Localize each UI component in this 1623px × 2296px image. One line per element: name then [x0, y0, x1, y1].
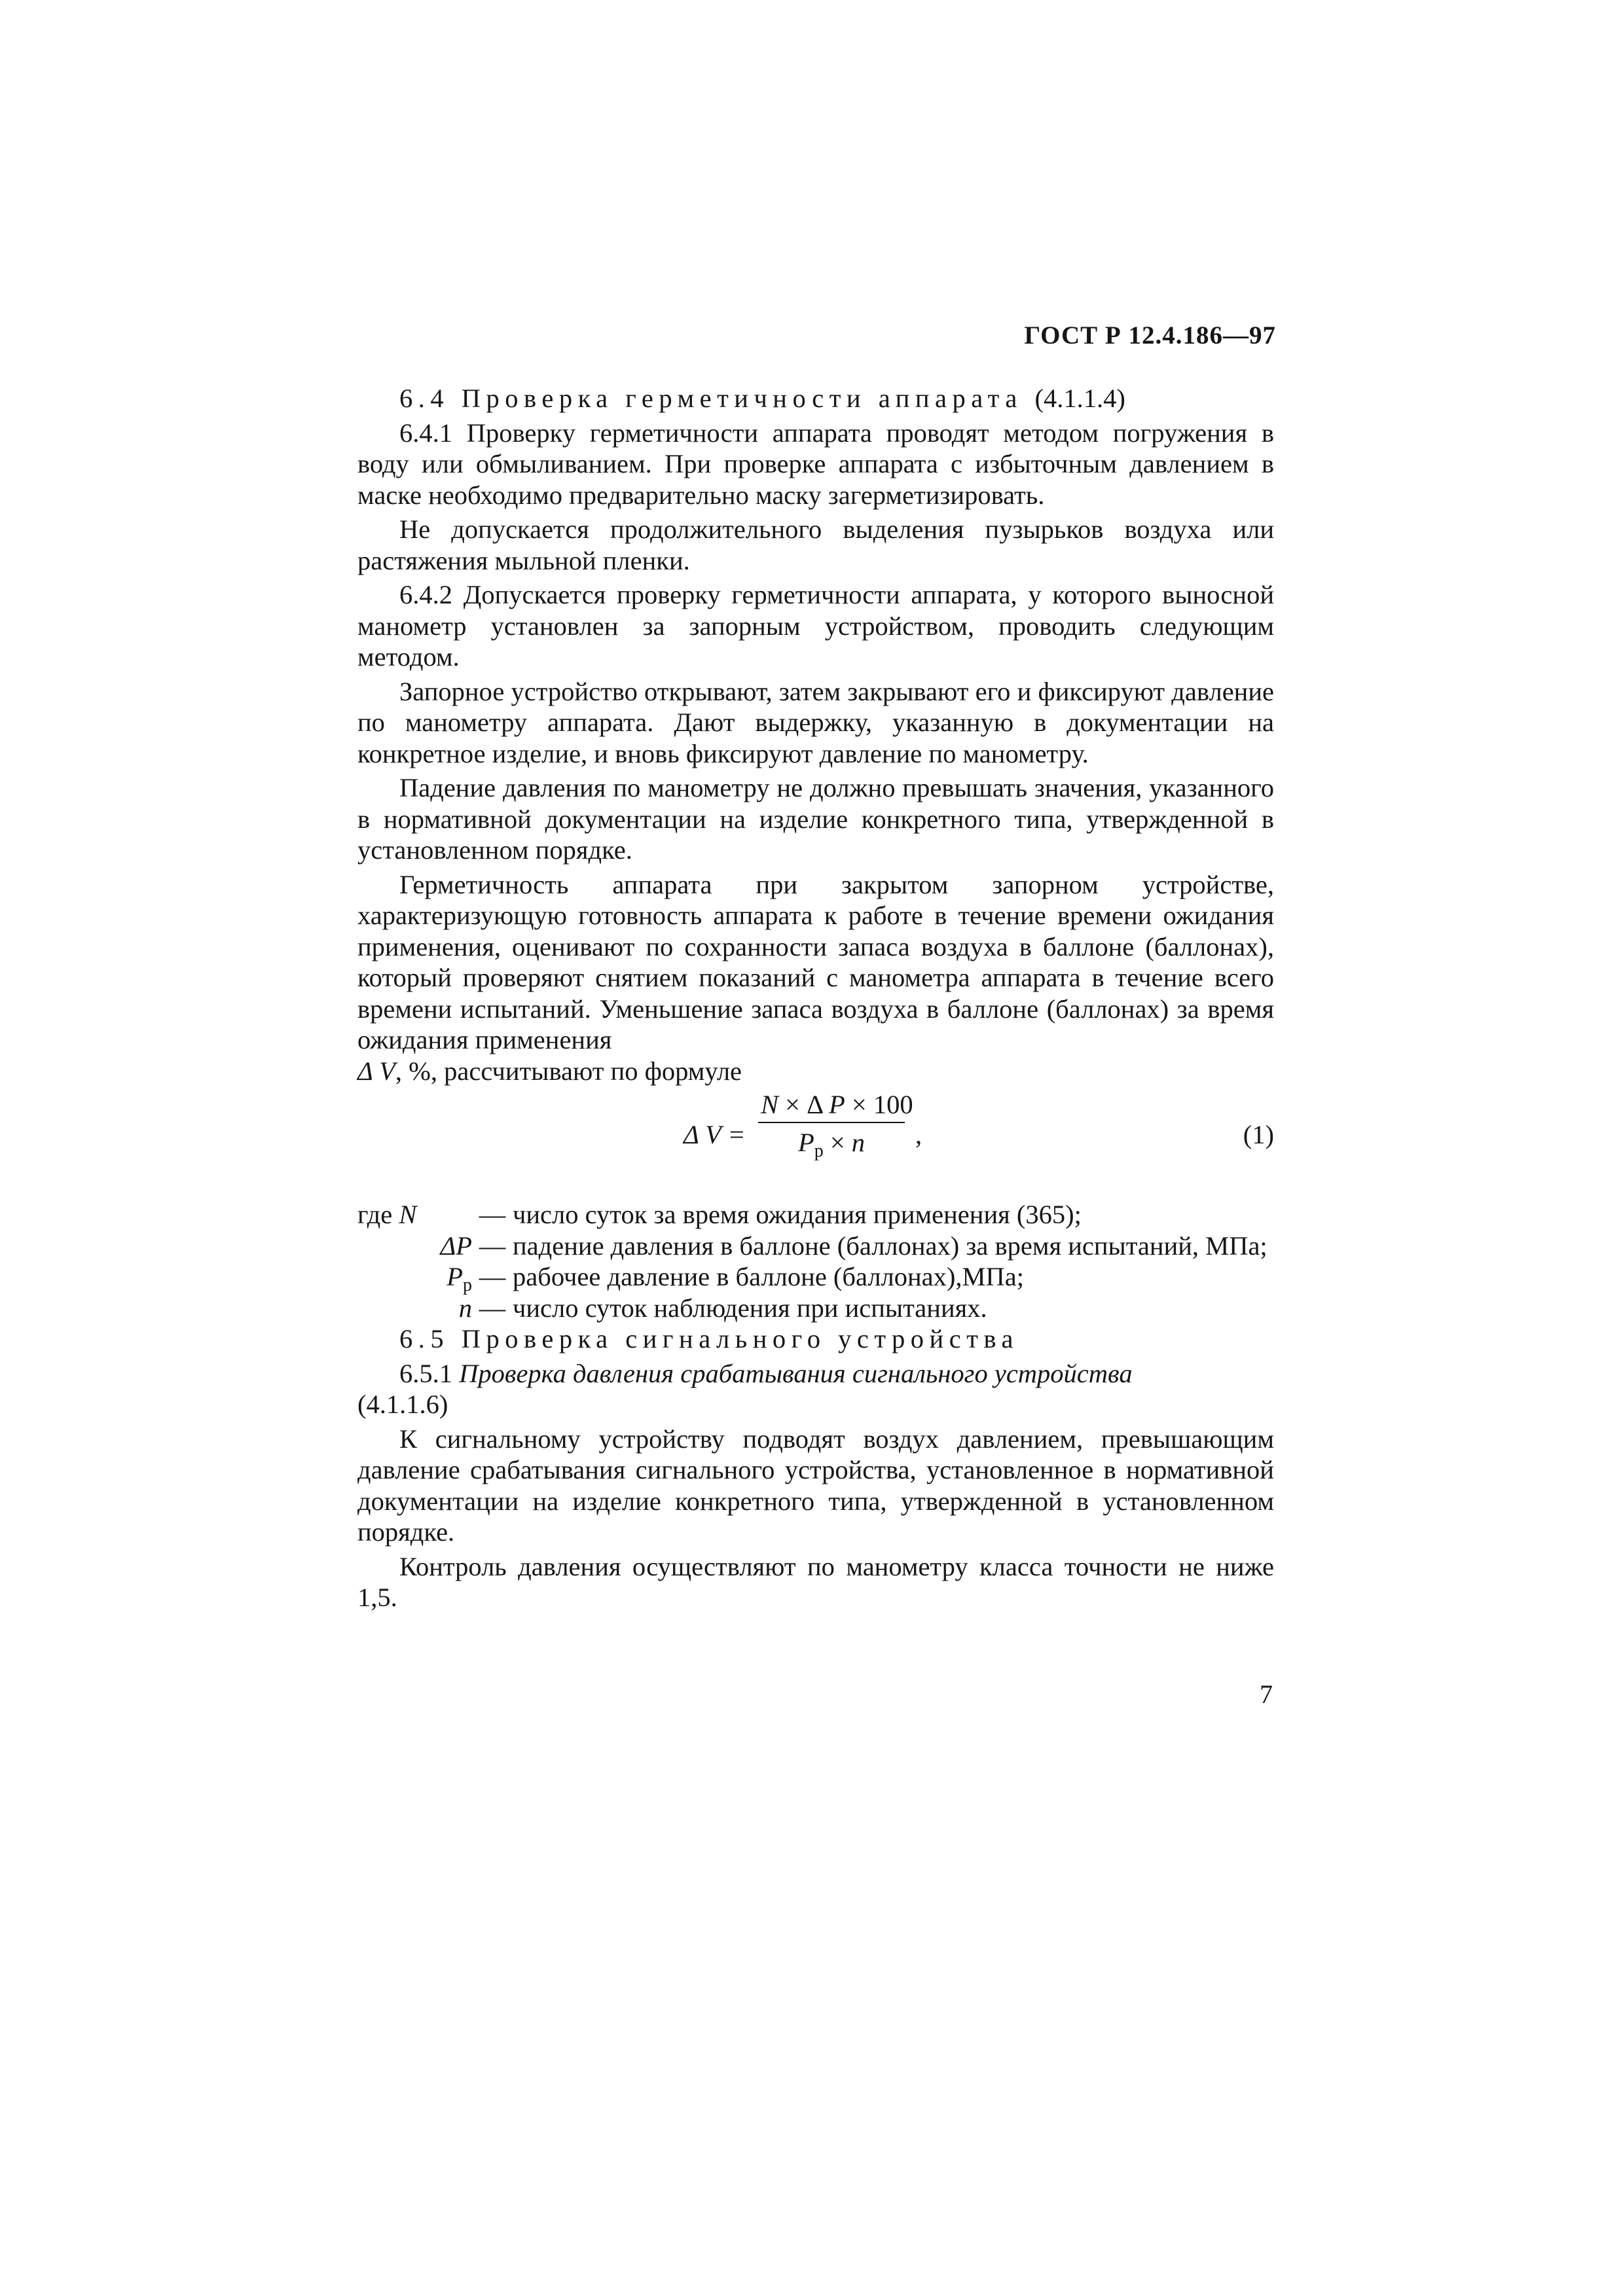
- legend-dash: —: [479, 1293, 506, 1323]
- legend-symbol: [357, 1293, 472, 1324]
- tightness-text: Герметичность аппарата при закрытом запорном устройстве, характеризующую готовность аппарата к работе в течение времени ожидания применения, оценивают по сохранности запаса воздуха в баллоне (баллонах), который проверяют снятием показаний с манометра аппарата в течение всего времени испытаний. Уменьшение запаса воздуха в баллоне (баллонах) за время ожидания применения: [357, 869, 1274, 1054]
- formula-1: [357, 1089, 1274, 1187]
- numerator-p: P: [829, 1090, 845, 1119]
- formula-denominator: [758, 1123, 905, 1161]
- heading-label: 6.4 Проверка герметичности аппарата: [399, 384, 1023, 413]
- denominator-sub: р: [814, 1140, 824, 1161]
- legend-symbol: [357, 1230, 472, 1262]
- legend-symbol-text: n: [458, 1293, 472, 1323]
- legend-symbol: [357, 1199, 472, 1230]
- paragraph-bubbles: Не допускается продолжительного выделения пузырьков воздуха или растяжения мыльной пленки.: [357, 514, 1274, 575]
- denominator-p: P: [797, 1127, 814, 1157]
- legend-row: [357, 1199, 1274, 1230]
- legend-row: [357, 1230, 1274, 1262]
- document-body: [357, 383, 1274, 1613]
- numerator-op2: × 100: [845, 1090, 913, 1119]
- standard-code-header: ГОСТ Р 12.4.186—97: [1024, 321, 1276, 350]
- legend-dash: —: [479, 1262, 506, 1291]
- paragraph-signal-air: К сигнальному устройству подводят воздух давлением, превышающим давление срабатывания сигнального устройства, установленное в нормативной документации на изделие конкретного типа, утвержденной в установленном порядке.: [357, 1424, 1274, 1547]
- legend-row: [357, 1293, 1274, 1324]
- legend-row: [357, 1261, 1274, 1293]
- formula-numerator: [758, 1089, 913, 1123]
- numerator-n: N: [761, 1090, 779, 1119]
- formula-fraction: [758, 1089, 913, 1161]
- page-number: 7: [1260, 1679, 1273, 1709]
- legend-symbol-text: N: [399, 1200, 417, 1229]
- legend-dash: —: [479, 1200, 506, 1229]
- formula-lhs: Δ V =: [684, 1120, 746, 1149]
- delta-v-symbol: Δ V: [357, 1056, 395, 1086]
- legend-symbol-sub: р: [463, 1275, 472, 1295]
- legend-symbol-text: ΔP: [440, 1230, 472, 1261]
- legend-symbol: [357, 1261, 472, 1293]
- numerator-op1: × Δ: [778, 1090, 830, 1119]
- paragraph-tightness: [357, 869, 1274, 1087]
- paragraph-6-5-1: [357, 1358, 1274, 1420]
- paragraph-6-4-1: 6.4.1 Проверку герметичности аппарата проводят методом погружения в воду или обмыливанием. При проверке аппарата с избыточным давлением в маске необходимо предварительно маску загерметизировать.: [357, 418, 1274, 510]
- section-heading-6-4: [357, 383, 1274, 414]
- legend-description: число суток за время ожидания применения (365);: [513, 1200, 1082, 1229]
- legend-intro: где: [357, 1200, 393, 1229]
- formula-comma: ,: [915, 1120, 922, 1149]
- legend-description: падение давления в баллоне (баллонах) за время испытаний, МПа;: [513, 1230, 1267, 1261]
- subsection-title: Проверка давления срабатывания сигнального устройства: [459, 1358, 1133, 1388]
- paragraph-pressure-control: Контроль давления осуществляют по манометру класса точности не ниже 1,5.: [357, 1551, 1274, 1612]
- paragraph-number: 6.5.1: [399, 1358, 452, 1388]
- section-heading-6-5: 6.5 Проверка сигнального устройства: [399, 1324, 1019, 1354]
- tightness-tail: , %, рассчитывают по формуле: [395, 1056, 742, 1086]
- paragraph-valve-procedure: Запорное устройство открывают, затем закрывают его и фиксируют давление по манометру аппарата. Дают выдержку, указанную в документации на конкретное изделие, и вновь фиксируют давление по манометру.: [357, 676, 1274, 768]
- legend-dash: —: [479, 1230, 506, 1261]
- paragraph-6-4-2: 6.4.2 Допускается проверку герметичности аппарата, у которого выносной манометр установлен за запорным устройством, проводить следующим методом.: [357, 580, 1274, 672]
- variables-legend: [357, 1199, 1274, 1323]
- heading-reference: (4.1.1.4): [1034, 384, 1125, 413]
- subsection-reference: (4.1.1.6): [357, 1390, 448, 1419]
- legend-description: рабочее давление в баллоне (баллонах),МПа;: [513, 1262, 1025, 1291]
- formula-number: (1): [1243, 1120, 1274, 1149]
- denominator-op: ×: [823, 1127, 852, 1157]
- paragraph-pressure-drop: Падение давления по манометру не должно превышать значения, указанного в нормативной документации на изделие конкретного типа, утвержденной в установленном порядке.: [357, 773, 1274, 865]
- legend-symbol-text: P: [447, 1262, 463, 1291]
- denominator-n: n: [851, 1127, 866, 1157]
- legend-description: число суток наблюдения при испытаниях.: [513, 1293, 987, 1323]
